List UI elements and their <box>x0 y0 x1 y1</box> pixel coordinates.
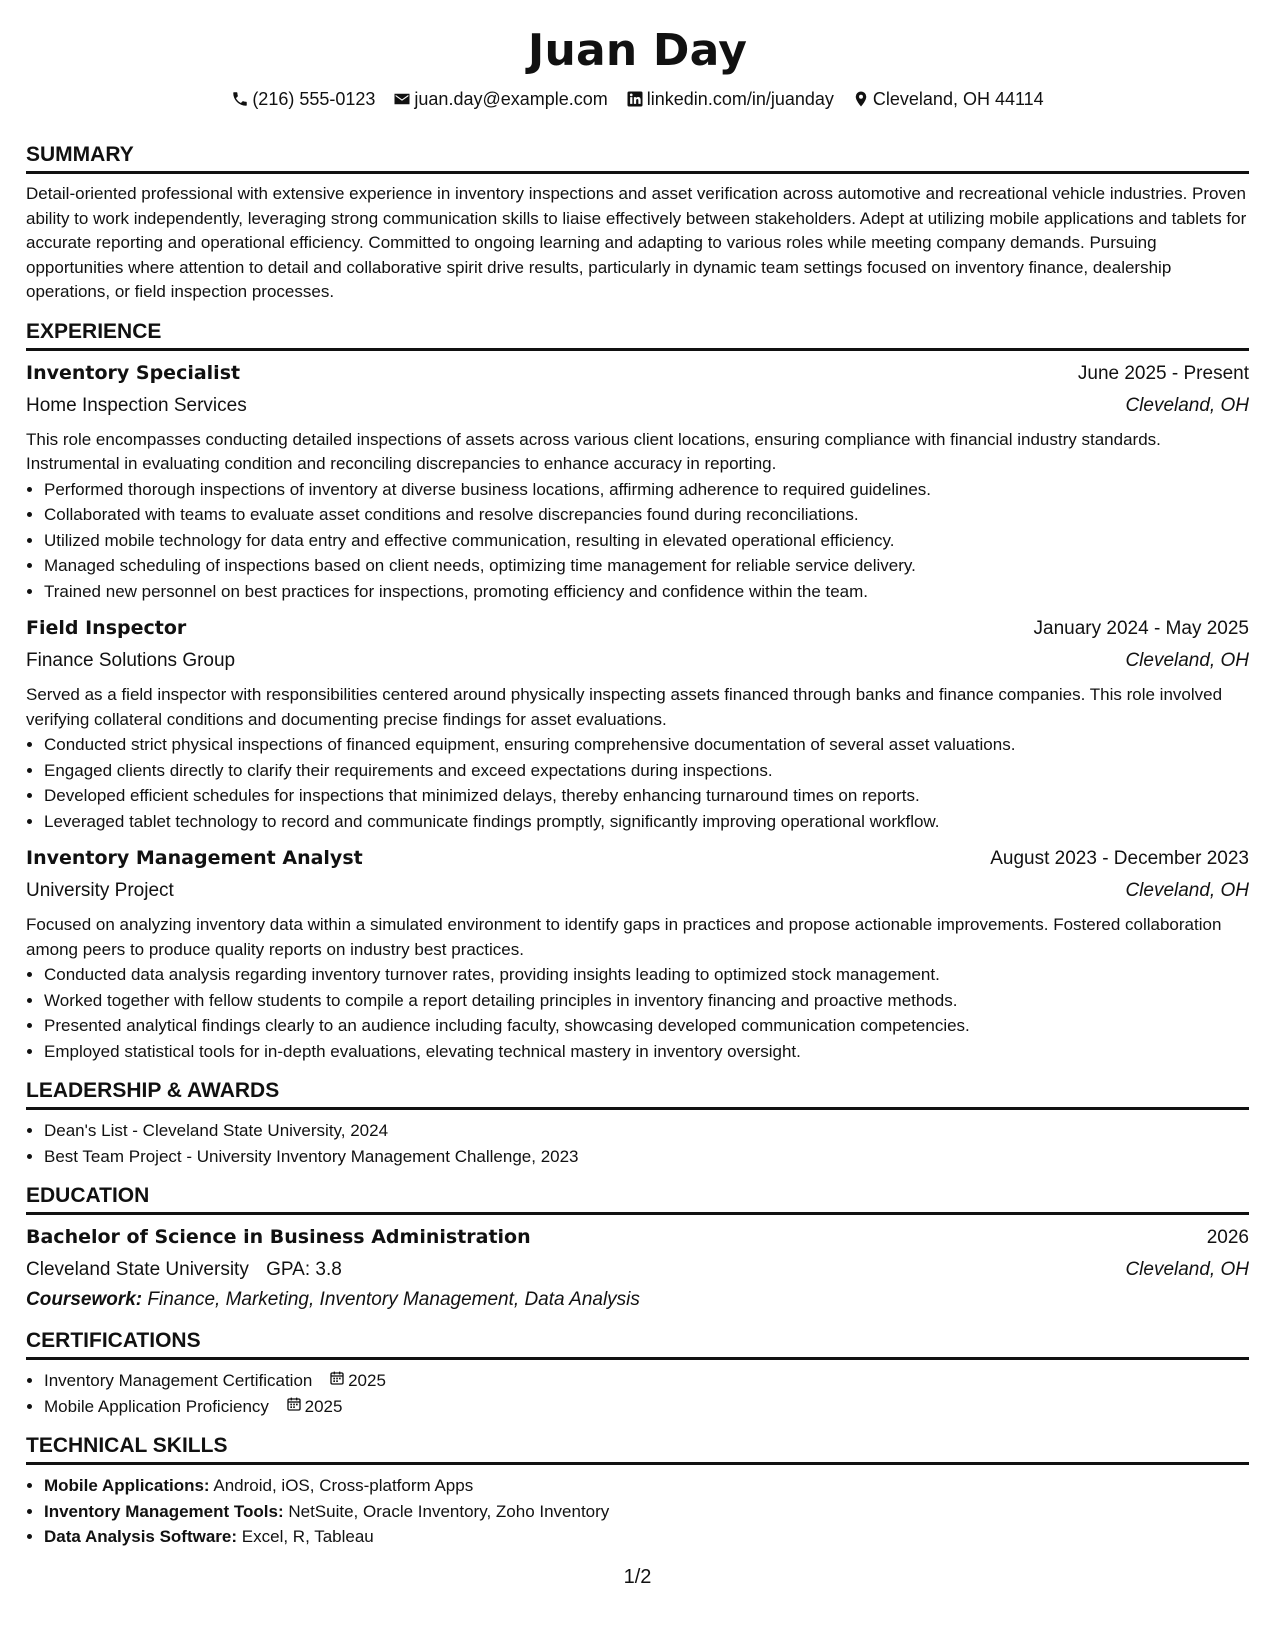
job-description: This role encompasses conducting detailed inspections of assets across various client locations, ensuring compliance with financial industry standards. Instrumental in evaluating condition and reconciling discrepancies to enhance accuracy in reporting. <box>26 429 1161 473</box>
education-subheader <box>26 1256 1249 1284</box>
job-title: Field Inspector <box>26 617 187 639</box>
education-heading: EDUCATION <box>26 1183 1249 1215</box>
job-entry <box>26 359 1249 605</box>
certification-year: 2025 <box>348 1371 386 1390</box>
job-bullets <box>26 732 1249 834</box>
skill-value: Excel, R, Tableau <box>241 1527 374 1546</box>
certification-name: Mobile Application Proficiency <box>44 1396 269 1416</box>
graduation-year: 2026 <box>1206 1227 1249 1248</box>
job-title: Inventory Specialist <box>26 361 241 384</box>
certifications-list <box>26 1368 1249 1419</box>
job-subheader <box>26 877 1249 905</box>
skills-list <box>26 1473 1249 1550</box>
skill-label: Data Analysis Software: <box>44 1527 238 1546</box>
school-name: Cleveland State University <box>26 1259 249 1280</box>
linkedin-icon <box>626 90 644 108</box>
bullet-item: • Leveraged tablet technology to record and communicate findings promptly, significantly improving operational workflow. <box>44 809 1249 835</box>
school-location: Cleveland, OH <box>1125 1259 1249 1280</box>
job-entry <box>26 614 1249 834</box>
school-line <box>26 1256 342 1284</box>
job-bullets <box>26 962 1249 1064</box>
skill-label: Mobile Applications: <box>44 1476 210 1495</box>
certification-item <box>44 1394 1249 1420</box>
skills-section <box>26 1433 1249 1550</box>
job-company: University Project <box>26 880 174 901</box>
skill-value: NetSuite, Oracle Inventory, Zoho Inventory <box>288 1501 610 1521</box>
gpa: GPA: 3.8 <box>266 1259 342 1280</box>
certification-item <box>44 1368 1249 1394</box>
job-header <box>26 359 1249 388</box>
contact-linkedin[interactable] <box>626 88 834 110</box>
email-text: juan.day@example.com <box>414 89 608 109</box>
map-pin-icon <box>852 90 870 108</box>
coursework <box>26 1286 1249 1314</box>
coursework-list: Finance, Marketing, Inventory Management, Data Analysis <box>147 1289 640 1310</box>
bullet-item: • Employed statistical tools for in-depth evaluations, elevating technical mastery in inventory oversight. <box>44 1039 1249 1065</box>
contact-email[interactable] <box>393 88 607 110</box>
bullet-item: • Presented analytical findings clearly to an audience including faculty, showcasing developed communication competencies. <box>44 1013 1249 1039</box>
bullet-item: • Conducted strict physical inspections of financed equipment, ensuring comprehensive documentation of several asset valuations. <box>44 732 1249 758</box>
coursework-label: Coursework: <box>26 1289 143 1310</box>
bullet-item: • Trained new personnel on best practices for inspections, promoting efficiency and confidence within the team. <box>44 579 1249 605</box>
job-subheader <box>26 392 1249 420</box>
certification-date <box>286 1394 343 1420</box>
experience-section <box>26 319 1249 1065</box>
phone-icon <box>231 90 249 108</box>
certification-name: Inventory Management Certification <box>44 1371 313 1390</box>
education-section <box>26 1183 1249 1314</box>
calendar-icon <box>329 1368 345 1394</box>
bullet-item: • Utilized mobile technology for data entry and effective communication, resulting in elevated operational efficiency. <box>44 528 1249 554</box>
linkedin-text: linkedin.com/in/juanday <box>646 89 834 109</box>
job-location: Cleveland, OH <box>1125 880 1249 901</box>
certification-date <box>329 1368 386 1394</box>
summary-section <box>26 142 1249 305</box>
skill-item <box>44 1473 1249 1499</box>
job-description: Focused on analyzing inventory data within a simulated environment to identify gaps in practices and propose actionable improvements. Fostered collaboration among peers to produce quality reports on industry best practices. <box>26 915 1222 959</box>
job-title: Inventory Management Analyst <box>26 847 363 869</box>
bullet-item: • Collaborated with teams to evaluate asset conditions and resolve discrepancies found during reconciliations. <box>44 502 1249 528</box>
bullet-item: • Managed scheduling of inspections based on client needs, optimizing time management for reliable service delivery. <box>44 553 1249 579</box>
job-entry <box>26 844 1249 1064</box>
job-dates: August 2023 - December 2023 <box>990 848 1249 869</box>
job-company: Home Inspection Services <box>26 394 247 416</box>
contact-location <box>852 88 1044 110</box>
bullet-item: • Performed thorough inspections of inventory at diverse business locations, affirming adherence to required guidelines. <box>44 477 1249 503</box>
job-location: Cleveland, OH <box>1125 394 1249 416</box>
job-dates: January 2024 - May 2025 <box>1033 618 1249 639</box>
skill-item <box>44 1499 1249 1525</box>
job-subheader <box>26 647 1249 675</box>
location-text: Cleveland, OH 44114 <box>872 89 1044 109</box>
award-item: • Dean's List - Cleveland State University, 2024 <box>44 1118 1249 1144</box>
certifications-section <box>26 1328 1249 1419</box>
job-header <box>26 614 1249 643</box>
bullet-item: • Engaged clients directly to clarify their requirements and exceed expectations during inspections. <box>44 758 1249 784</box>
bullet-item: • Conducted data analysis regarding inventory turnover rates, providing insights leading to optimized stock management. <box>44 962 1249 988</box>
calendar-icon <box>286 1394 302 1420</box>
skill-item <box>44 1524 1249 1550</box>
summary-text: Detail-oriented professional with extensive experience in inventory inspections and asset verification across automotive and recreational vehicle industries. Proven ability to work independently, leveraging strong communication skills to liaise effectively between stakeholders. Adept at utilizing mobile applications and tablets for accurate reporting and operational efficiency. Committed to ongoing learning and adapting to various roles while meeting company demands. Pursuing opportunities where attention to detail and collaborative spirit drive results, particularly in dynamic team settings focused on inventory finance, dealership operations, or field inspection processes. <box>26 184 1247 301</box>
skills-heading: TECHNICAL SKILLS <box>26 1433 1249 1465</box>
job-bullets <box>26 477 1249 605</box>
awards-heading: LEADERSHIP & AWARDS <box>26 1078 1249 1110</box>
job-location: Cleveland, OH <box>1125 650 1249 671</box>
certifications-heading: CERTIFICATIONS <box>26 1328 1249 1360</box>
contact-phone <box>231 88 375 110</box>
summary-heading: SUMMARY <box>26 142 1249 174</box>
job-company: Finance Solutions Group <box>26 650 236 671</box>
education-header <box>26 1223 1249 1252</box>
awards-list <box>26 1118 1249 1169</box>
job-description: Served as a field inspector with responsibilities centered around physically inspecting assets financed through banks and finance companies. This role involved verifying collateral conditions and documenting precise findings for asset evaluations. <box>26 685 1223 729</box>
degree-title: Bachelor of Science in Business Administration <box>26 1226 531 1248</box>
awards-section <box>26 1078 1249 1169</box>
bullet-item: • Worked together with fellow students to compile a report detailing principles in inventory financing and proactive methods. <box>44 988 1249 1014</box>
job-dates: June 2025 - Present <box>1077 362 1249 384</box>
skill-label: Inventory Management Tools: <box>44 1501 284 1521</box>
phone-text: (216) 555-0123 <box>252 89 376 109</box>
award-item: • Best Team Project - University Inventory Management Challenge, 2023 <box>44 1144 1249 1170</box>
experience-heading: EXPERIENCE <box>26 319 1249 351</box>
candidate-name: Juan Day <box>527 25 748 76</box>
bullet-item: • Developed efficient schedules for inspections that minimized delays, thereby enhancing turnaround times on reports. <box>44 783 1249 809</box>
certification-year: 2025 <box>304 1396 343 1416</box>
page-number: 1/2 <box>623 1566 652 1588</box>
resume-page <box>26 0 1249 1550</box>
contact-bar <box>26 88 1249 110</box>
job-header <box>26 844 1249 873</box>
envelope-icon <box>393 90 411 108</box>
skill-value: Android, iOS, Cross-platform Apps <box>213 1476 474 1495</box>
